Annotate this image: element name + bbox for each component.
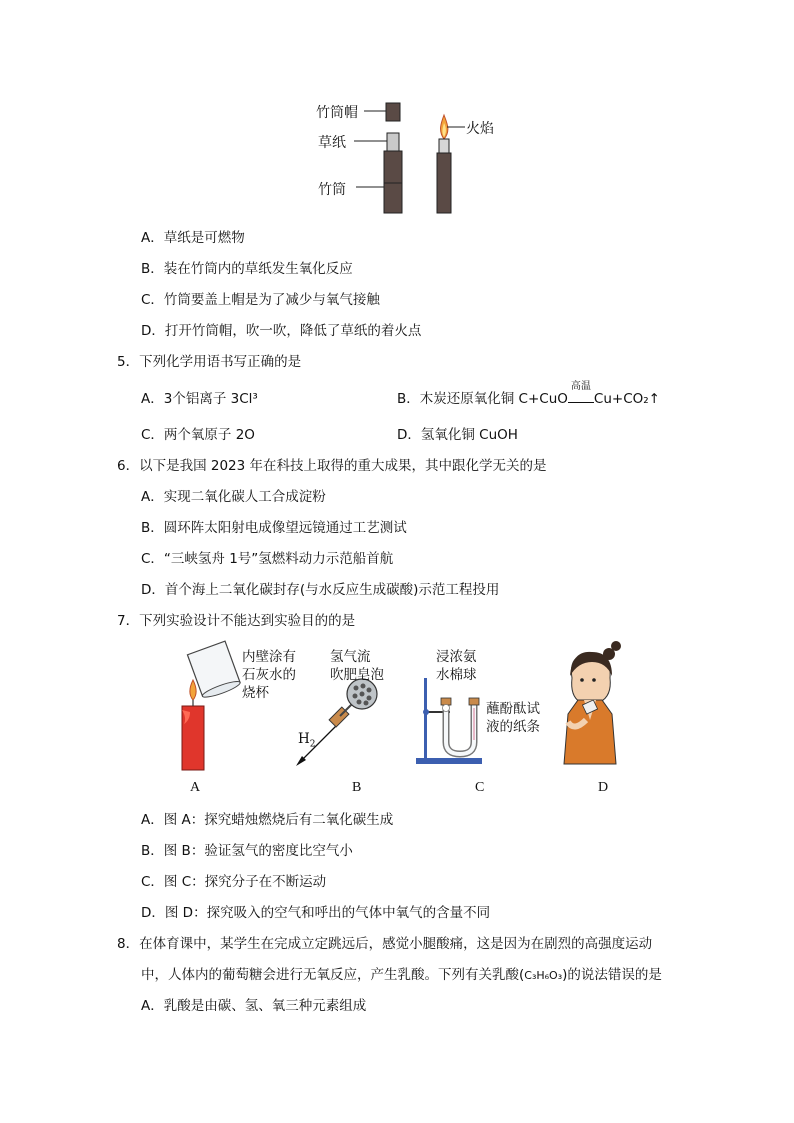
h2-subscript: 2 <box>309 739 316 750</box>
label-tube-cap: 竹筒帽 <box>316 105 358 121</box>
figure-d-girl <box>564 641 621 764</box>
fig-c-label-4: 液的纸条 <box>486 719 540 735</box>
q6-option-b: B．圆环阵太阳射电成像望远镜通过工艺测试 <box>141 520 407 536</box>
caption-b: B <box>352 780 362 795</box>
q7-stem: 7．下列实验设计不能达到实验目的的是 <box>117 613 356 629</box>
fig-a-label-1: 内壁涂有 <box>242 649 296 665</box>
q5-option-a: A．3个铝离子 3Cl³ <box>141 391 258 407</box>
q4-option-d: D．打开竹筒帽，吹一吹，降低了草纸的着火点 <box>141 323 422 339</box>
caption-a: A <box>190 780 201 795</box>
q6-option-c: C．“三峡氢舟 1号”氢燃料动力示范船首航 <box>141 551 394 567</box>
q8-stem-line-1: 8．在体育课中，某学生在完成立定跳远后，感觉小腿酸痛，这是因为在剧烈的高强度运动 <box>117 936 653 952</box>
q8-stem-line-2-suffix: )的说法错误的是 <box>562 967 662 983</box>
tube-cap <box>386 103 400 121</box>
q7-option-a: A．图 A：探究蜡烛燃烧后有二氧化碳生成 <box>141 812 394 828</box>
q7-option-c: C．图 C：探究分子在不断运动 <box>141 874 327 890</box>
fig-b-label-1: 氢气流 <box>330 649 371 665</box>
q5-stem: 5．下列化学用语书写正确的是 <box>117 354 302 370</box>
label-bamboo-tube: 竹筒 <box>318 182 346 198</box>
q7-option-b: B．图 B：验证氢气的密度比空气小 <box>141 843 353 859</box>
reaction-condition: 高温 <box>570 381 591 392</box>
q8-option-a: A．乳酸是由碳、氢、氧三种元素组成 <box>141 998 367 1014</box>
q5-option-b-suffix: Cu+CO₂↑ <box>593 391 660 407</box>
cotton-ball-icon <box>443 705 450 712</box>
fig-c-label-3: 蘸酚酞试 <box>486 701 540 717</box>
figure-c-u-tube <box>416 678 482 764</box>
fig-b-h2-label <box>298 730 316 754</box>
q6-stem: 6．以下是我国 2023 年在科技上取得的重大成果，其中跟化学无关的是 <box>117 458 547 474</box>
straw-paper-burning <box>439 139 449 153</box>
reaction-condition-arrow <box>568 381 594 403</box>
q4-option-c: C．竹筒要盖上帽是为了减少与氧气接触 <box>141 292 380 308</box>
experiment-figures <box>160 640 640 800</box>
experiment-figures-svg <box>160 640 640 800</box>
fig-a-label-3: 烧杯 <box>242 685 269 701</box>
q5-option-c: C．两个氧原子 2O <box>141 427 255 443</box>
fig-c-label-1: 浸浓氨 <box>436 649 477 665</box>
q7-option-d: D．图 D：探究吸入的空气和呼出的气体中氧气的含量不同 <box>141 905 491 921</box>
straw-paper <box>387 133 399 151</box>
q5-option-b-prefix: B．木炭还原氧化铜 C+CuO <box>397 391 568 407</box>
q4-option-a: A．草纸是可燃物 <box>141 230 245 246</box>
q4-option-b: B．装在竹筒内的草纸发生氧化反应 <box>141 261 353 277</box>
q6-option-a: A．实现二氧化碳人工合成淀粉 <box>141 489 326 505</box>
q5-option-b <box>397 381 660 408</box>
caption-c: C <box>475 780 485 795</box>
h2-symbol: H <box>298 731 310 747</box>
label-straw-paper: 草纸 <box>318 135 346 151</box>
q5-option-d: D．氢氧化铜 CuOH <box>397 427 518 443</box>
label-flame: 火焰 <box>466 121 494 137</box>
q8-stem-line-2-prefix: 中，人体内的葡萄糖会进行无氧反应，产生乳酸。下列有关乳酸( <box>141 967 525 983</box>
bamboo-tube-left <box>384 151 402 213</box>
figure-a-candle <box>182 641 241 770</box>
fig-c-label-2: 水棉球 <box>436 667 477 683</box>
lactic-acid-formula: C₃H₆O₃ <box>524 969 563 982</box>
caption-d: D <box>598 780 609 795</box>
fig-b-label-2: 吹肥皂泡 <box>330 667 384 683</box>
q6-option-d: D．首个海上二氧化碳封存(与水反应生成碳酸)示范工程投用 <box>141 582 500 598</box>
fig-a-label-2: 石灰水的 <box>242 667 296 683</box>
bamboo-tube-figure <box>300 95 520 220</box>
q8-stem-line-2 <box>141 966 662 985</box>
bamboo-tube-right <box>437 153 451 213</box>
